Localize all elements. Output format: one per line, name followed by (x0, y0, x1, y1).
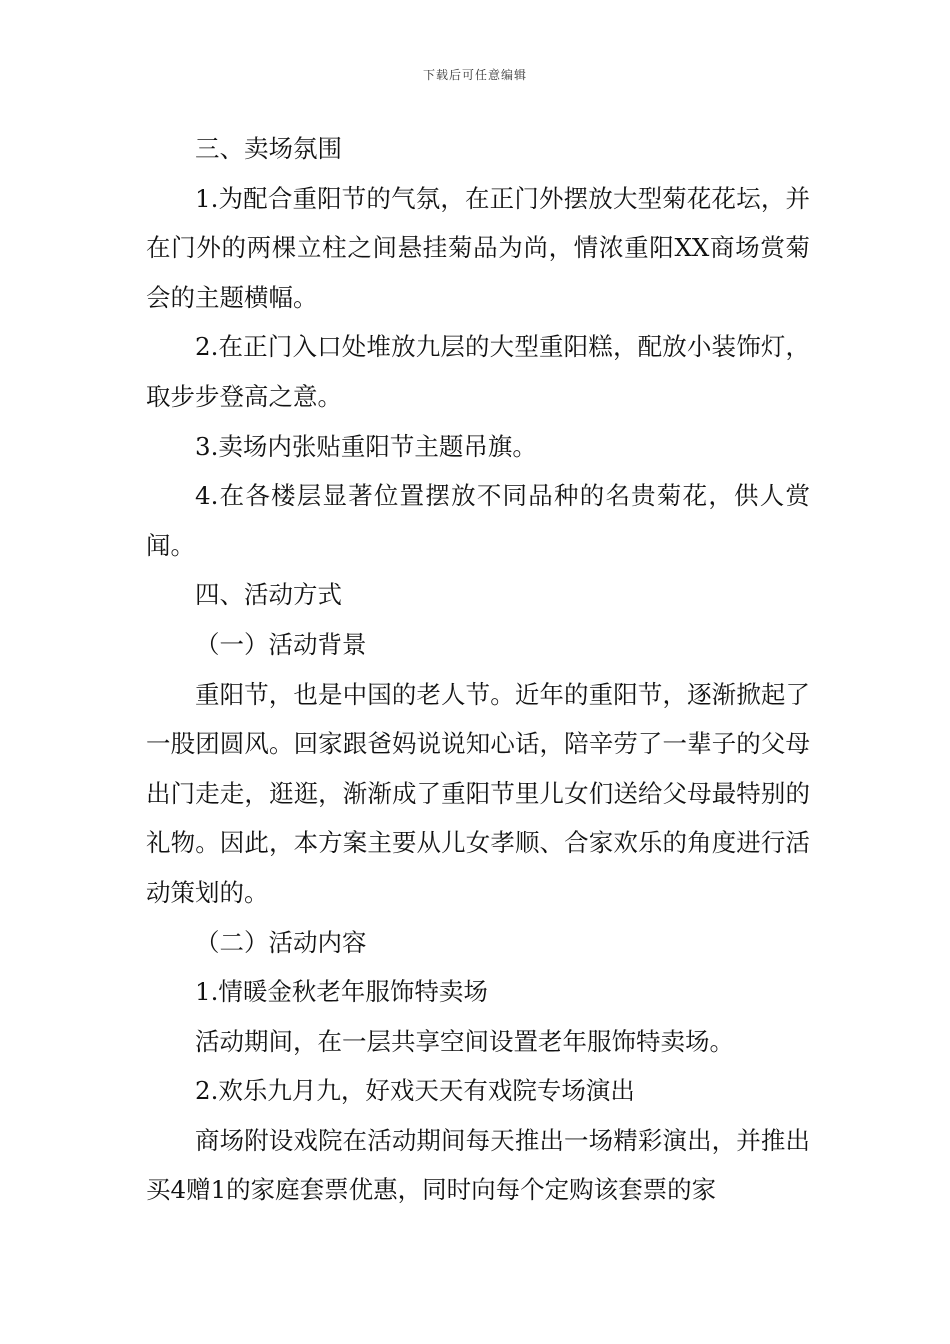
paragraph: 1.情暖金秋老年服饰特卖场 (195, 977, 488, 1007)
paragraph: 1.为配合重阳节的气氛，在正门外摆放大型菊花花坛，并在门外的两棵立柱之间悬挂菊品为尚，情浓重阳XX商场赏菊会的主题横幅。 (146, 183, 810, 312)
paragraph: 活动期间，在一层共享空间设置老年服饰特卖场。 (195, 1026, 734, 1056)
section-heading-atmosphere: 三、卖场氛围 (195, 134, 342, 163)
paragraph: 商场附设戏院在活动期间每天推出一场精彩演出，并推出买4赠1的家庭套票优惠，同时向每个定购该套票的家 (146, 1125, 810, 1205)
paragraph: 2.欢乐九月九，好戏天天有戏院专场演出 (195, 1076, 635, 1106)
paragraph: 2.在正门入口处堆放九层的大型重阳糕，配放小装饰灯，取步步登高之意。 (146, 332, 810, 411)
paragraph: 4.在各楼层显著位置摆放不同品种的名贵菊花，供人赏闻。 (146, 481, 810, 560)
subsection-heading-content: （二）活动内容 (195, 927, 367, 957)
paragraph: 3.卖场内张贴重阳节主题吊旗。 (195, 431, 537, 461)
section-heading-method: 四、活动方式 (195, 580, 342, 610)
paragraph: 重阳节，也是中国的老人节。近年的重阳节，逐渐掀起了一股团圆风。回家跟爸妈说说知心话，陪辛劳了一辈子的父母出门走走，逛逛，渐渐成了重阳节里儿女们送给父母最特别的礼物。因此，本方案主要从儿女孝顺、合家欢乐的角度进行活动策划的。 (146, 679, 810, 907)
page-header: 下载后可任意编辑 (422, 68, 527, 82)
document-body (146, 124, 810, 1215)
subsection-heading-background: （一）活动背景 (195, 629, 367, 659)
